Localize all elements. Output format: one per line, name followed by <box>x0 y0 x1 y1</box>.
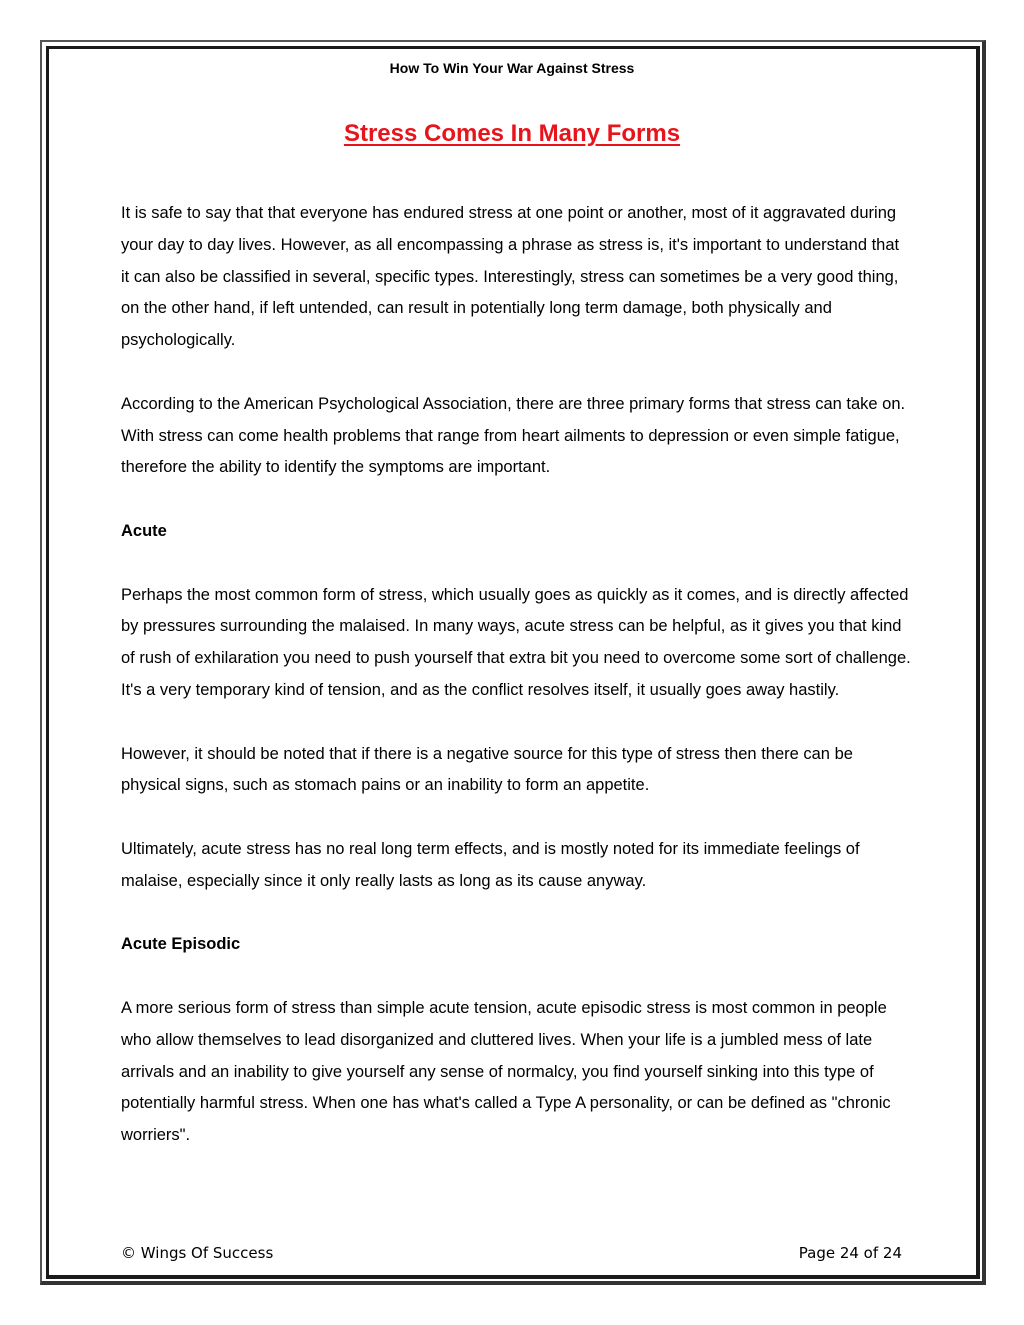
paragraph-apa: According to the American Psychological Association, there are three primary forms that stress can take on. With stress can come health problems that range from heart ailments to depression or even simple fatigue, therefore the ability to identify the symptoms are important. <box>121 394 906 477</box>
heading-acute: Acute <box>121 521 167 540</box>
footer-page-number: Page 24 of 24 <box>798 1244 902 1262</box>
page-title: Stress Comes In Many Forms <box>343 120 681 147</box>
paragraph-acute-description: Perhaps the most common form of stress, which usually goes as quickly as it comes, and is directly affected by pressures surrounding the malaised. In many ways, acute stress can be helpful, as it gives you that kind of rush of exhilaration you need to push yourself that extra bit you need to overcome some sort of challenge. It's a very temporary kind of tension, and as the conflict resolves itself, it usually goes away hastily. <box>121 585 911 699</box>
footer-copyright: © Wings Of Success <box>121 1244 274 1262</box>
paragraph-acute-episodic-description: A more serious form of stress than simple acute tension, acute episodic stress is most common in people who allow themselves to lead disorganized and cluttered lives. When your life is a jumbled mess of late arrivals and an inability to give yourself any sense of normalcy, you find yourself sinking into this type of potentially harmful stress. When one has what's called a Type A personality, or can be defined as "chronic worriers". <box>121 998 891 1145</box>
paragraph-intro: It is safe to say that that everyone has endured stress at one point or another, most of it aggravated during your day to day lives. However, as all encompassing a phrase as stress is, it's important to understand that it can also be classified in several, specific types. Interestingly, stress can sometimes be a very good thing, on the other hand, if left untended, can result in potentially long term damage, both physically and psychologically. <box>121 204 900 350</box>
paragraph-acute-physical-signs: However, it should be noted that if there is a negative source for this type of stress then there can be physical signs, such as stomach pains or an inability to form an appetite. <box>121 744 853 795</box>
document-body <box>121 198 911 1184</box>
paragraph-acute-effects: Ultimately, acute stress has no real long term effects, and is mostly noted for its immediate feelings of malaise, especially since it only really lasts as long as its cause anyway. <box>121 839 860 890</box>
heading-acute-episodic: Acute Episodic <box>121 935 241 954</box>
running-header: How To Win Your War Against Stress <box>389 60 635 76</box>
